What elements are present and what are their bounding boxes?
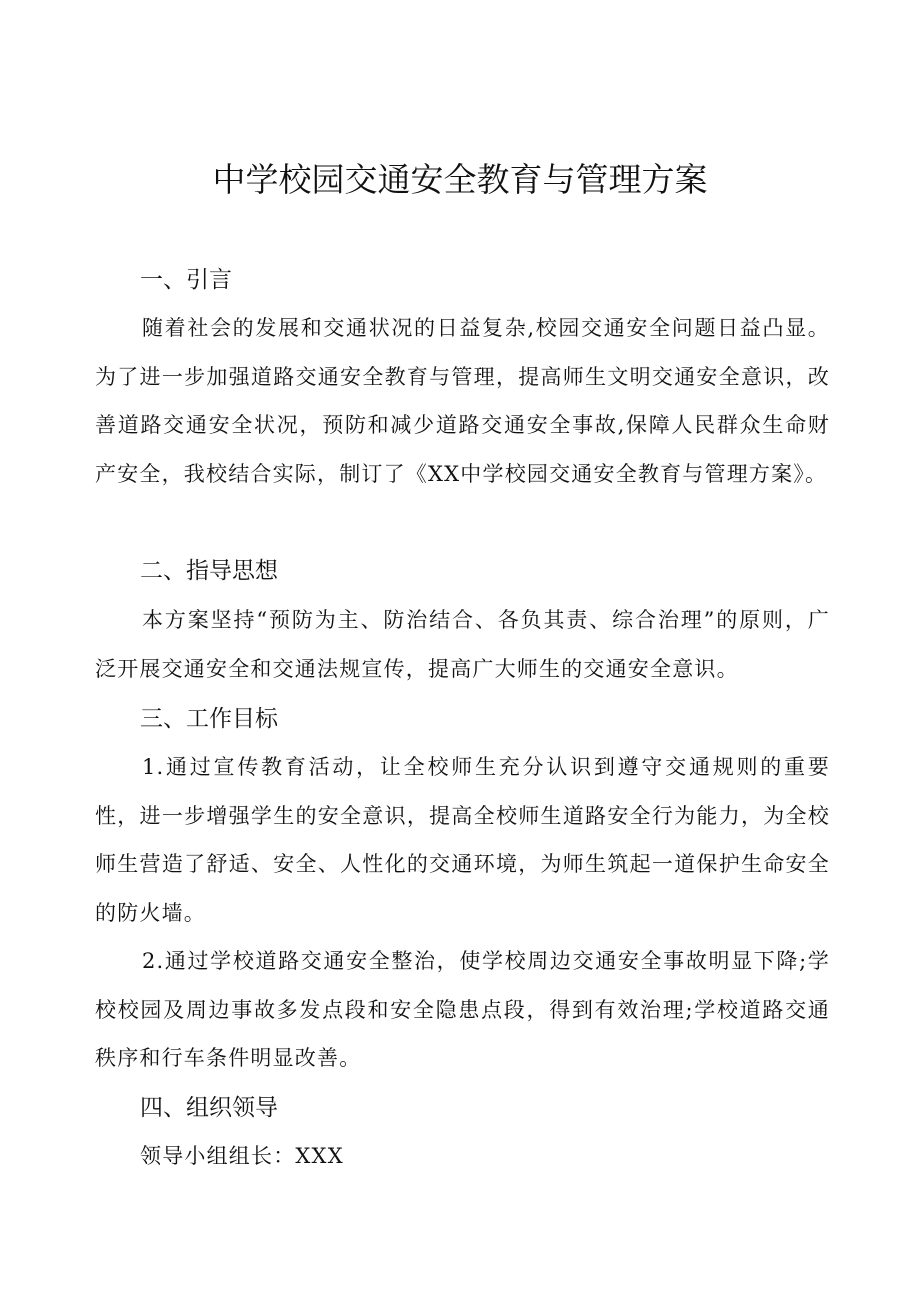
- paragraph-goal-1: 1.通过宣传教育活动，让全校师生充分认识到遵守交通规则的重要性，进一步增强学生的安全意识，提高全校师生道路安全行为能力，为全校师生营造了舒适、安全、人性化的交通环境，为师生筑起一道保护生命安全的防火墙。: [95, 755, 830, 925]
- section-heading-work-goals: 三、工作目标: [140, 706, 278, 732]
- paragraph-guiding-ideology: 本方案坚持“预防为主、防治结合、各负其责、综合治理”的原则，广泛开展交通安全和交通法规宣传，提高广大师生的交通安全意识。: [95, 608, 830, 681]
- document-title: 中学校园交通安全教育与管理方案: [212, 160, 708, 199]
- leader-line: 领导小组组长：XXX: [140, 1144, 344, 1168]
- section-heading-organization: 四、组织领导: [140, 1095, 278, 1121]
- paragraph-introduction: 随着社会的发展和交通状况的日益复杂,校园交通安全问题日益凸显。为了进一步加强道路交通安全教育与管理，提高师生文明交通安全意识，改善道路交通安全状况，预防和减少道路交通安全事故,保障人民群众生命财产安全，我校结合实际，制订了《XX中学校园交通安全教育与管理方案》。: [95, 316, 830, 486]
- section-heading-introduction: 一、引言: [140, 267, 232, 293]
- paragraph-goal-2: 2.通过学校道路交通安全整治，使学校周边交通安全事故明显下降;学校校园及周边事故多发点段和安全隐患点段，得到有效治理;学校道路交通秩序和行车条件明显改善。: [95, 949, 830, 1070]
- section-heading-guiding-ideology: 二、指导思想: [140, 558, 278, 584]
